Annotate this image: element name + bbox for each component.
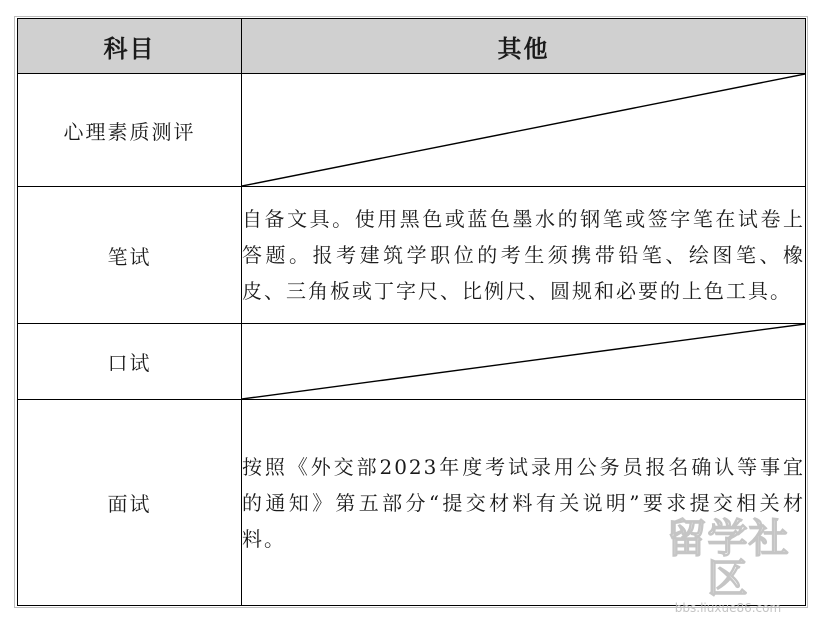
diagonal-slash [242,74,805,186]
other-cell: 按照《外交部2023年度考试录用公务员报名确认等事宜的通知》第五部分“提交材料有关说明”要求提交相关材料。 [242,400,806,606]
table-row [18,187,806,324]
table-row [18,324,806,400]
watermark-url: bbs.liuxue86.com [674,601,782,615]
table-row [18,74,806,187]
subject-cell: 笔试 [18,187,242,324]
header-other: 其他 [242,19,806,74]
diagonal-slash [242,324,805,399]
watermark-logo-text: 留学社区 [666,516,790,602]
subject-cell: 心理素质测评 [18,74,242,187]
subject-cell: 面试 [18,400,242,606]
header-subject: 科目 [18,19,242,74]
subject-cell: 口试 [18,324,242,400]
site-watermark [648,516,808,615]
table-header-row [18,19,806,74]
other-cell: 自备文具。使用黑色或蓝色墨水的钢笔或签字笔在试卷上答题。报考建筑学职位的考生须携带铅笔、绘图笔、橡皮、三角板或丁字尺、比例尺、圆规和必要的上色工具。 [242,187,806,324]
empty-cell-slash [242,74,806,187]
empty-cell-slash [242,324,806,400]
